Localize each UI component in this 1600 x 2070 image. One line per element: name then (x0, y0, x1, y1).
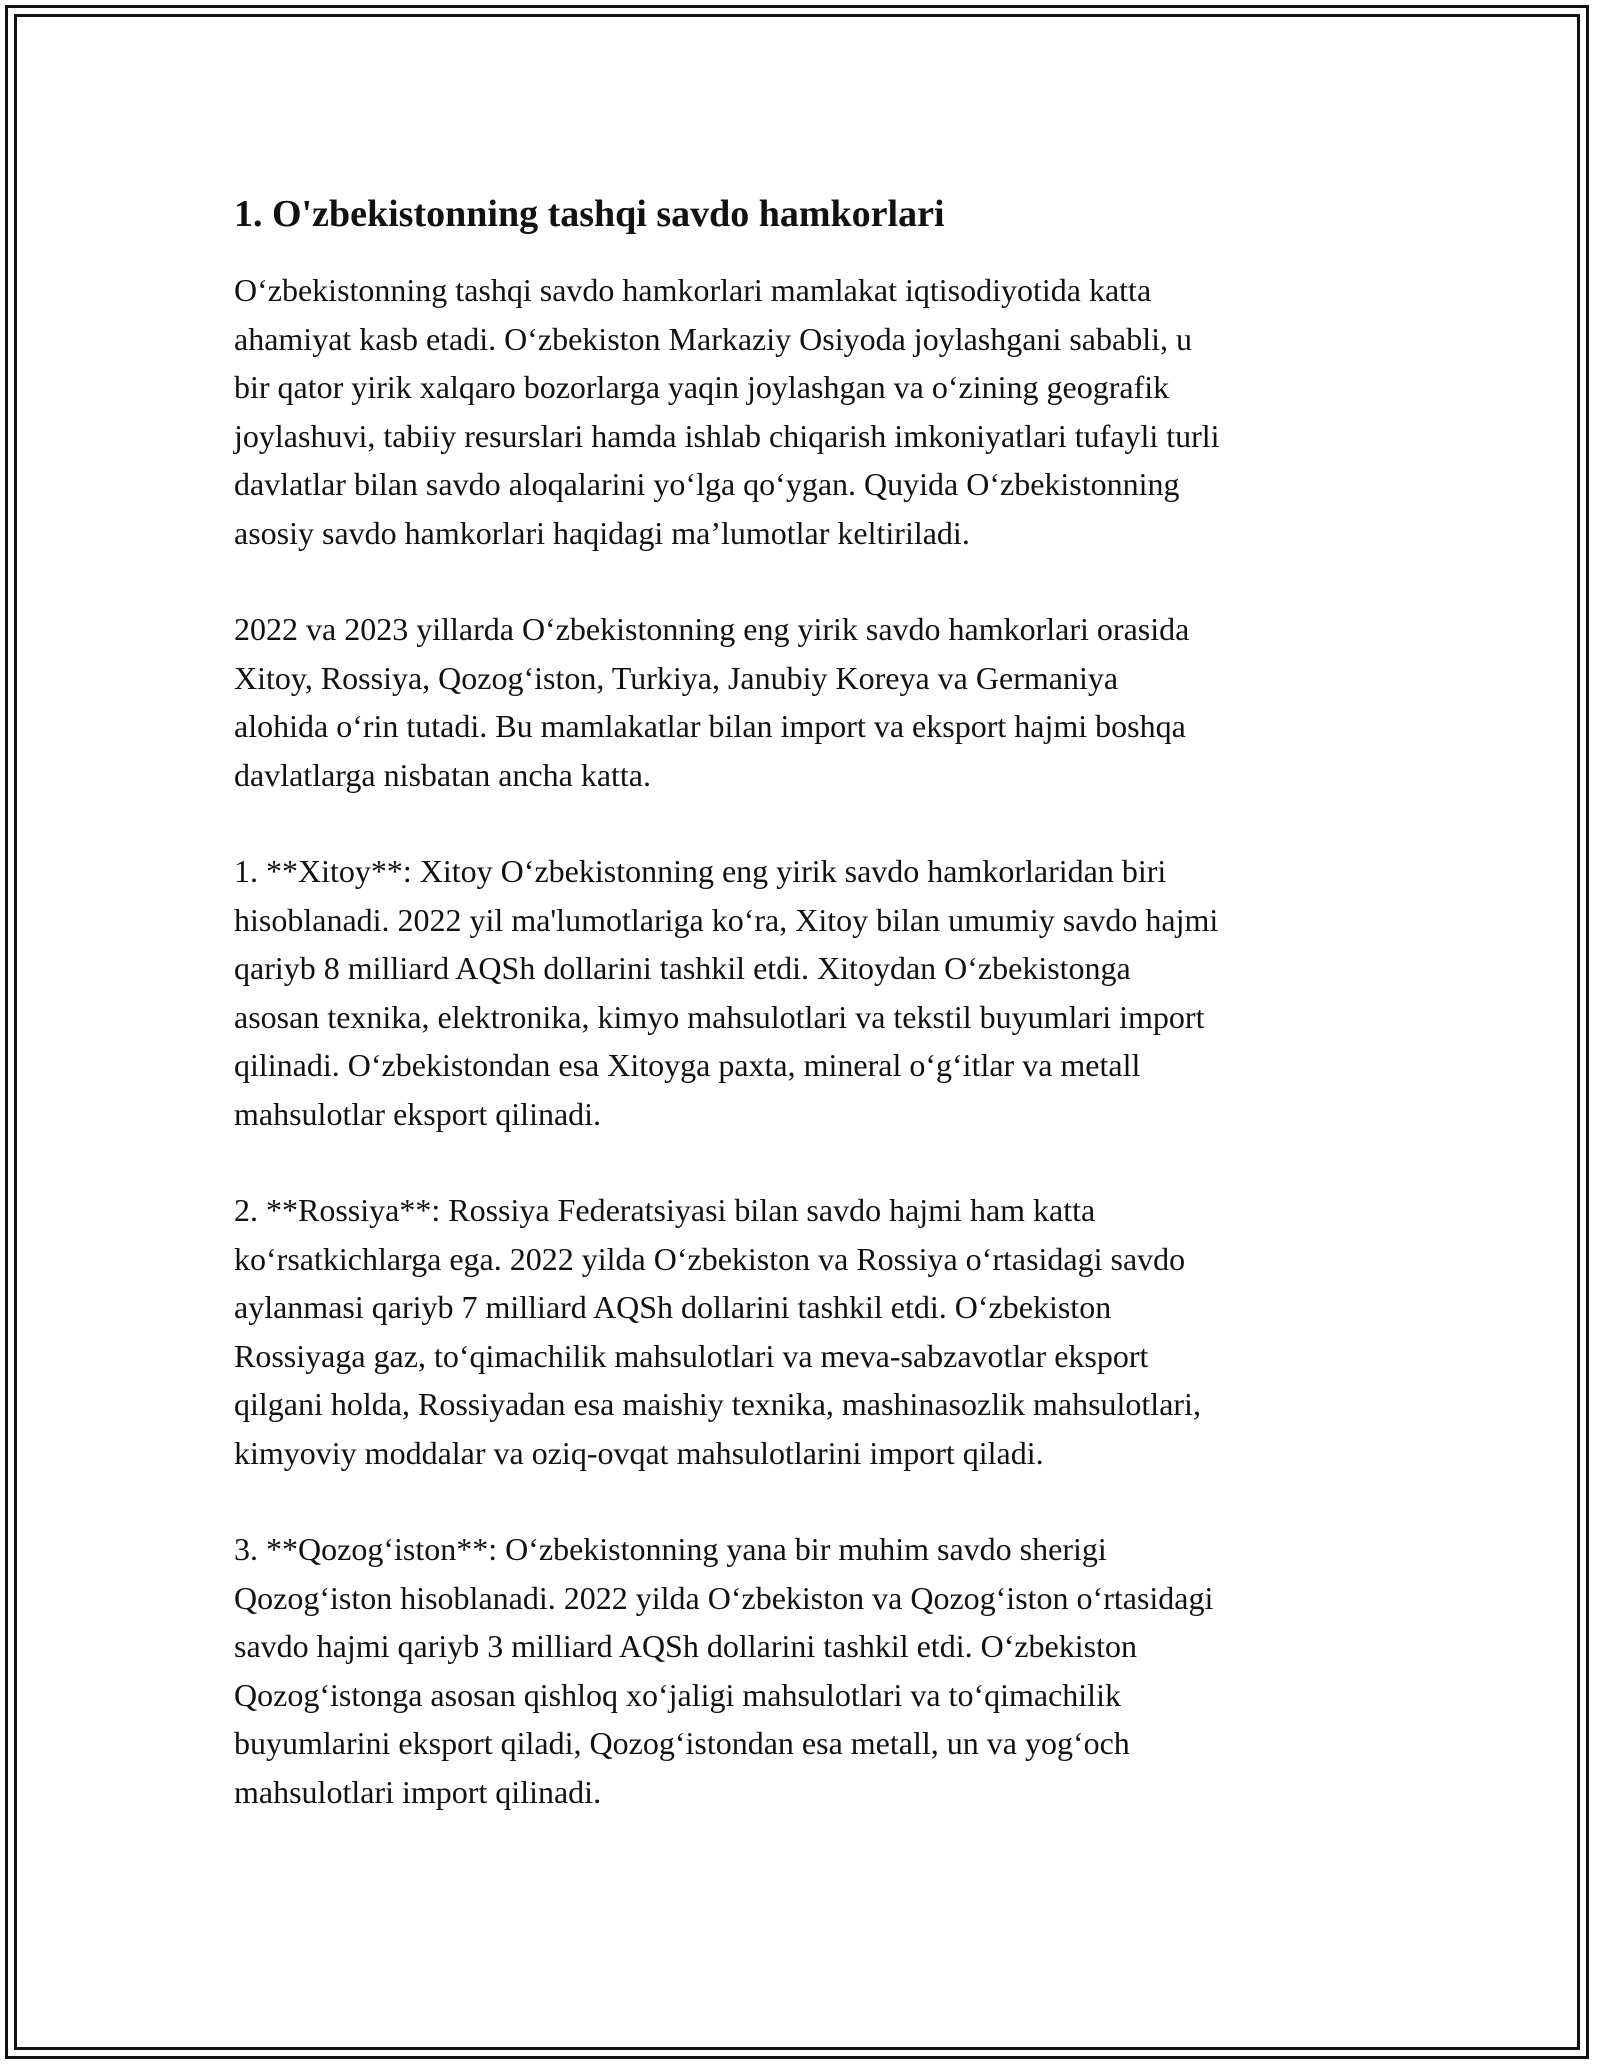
text-line: aylanmasi qariyb 7 milliard AQSh dollarini tashkil etdi. O‘zbekiston (234, 1289, 1112, 1325)
text-line: Qozog‘iston hisoblanadi. 2022 yilda O‘zbekiston va Qozog‘iston o‘rtasidagi (234, 1579, 1214, 1616)
text-line: alohida o‘rin tutadi. Bu mamlakatlar bilan import va eksport hajmi boshqa (234, 708, 1186, 744)
text-line: qilgani holda, Rossiyadan esa maishiy texnika, mashinasozlik mahsulotlari, (234, 1386, 1201, 1422)
text-line: asosiy savdo hamkorlari haqidagi ma’lumotlar keltiriladi. (234, 514, 970, 551)
text-line: mahsulotlar eksport qilinadi. (234, 1095, 602, 1132)
text-line: buyumlarini eksport qiladi, Qozog‘istondan esa metall, un va yog‘och (234, 1725, 1130, 1761)
paragraph-china (234, 847, 1374, 1138)
text-line: Rossiyaga gaz, to‘qimachilik mahsulotlari va meva-sabzavotlar eksport (234, 1337, 1149, 1374)
text-line: ahamiyat kasb etadi. O‘zbekiston Markaziy Osiyoda joylashgani sababli, u (234, 320, 1192, 357)
text-line: O‘zbekistonning tashqi savdo hamkorlari mamlakat iqtisodiyotida katta (234, 272, 1152, 308)
text-line: hisoblanadi. 2022 yil ma'lumotlariga ko‘ra, Xitoy bilan umumiy savdo hajmi (234, 901, 1219, 938)
text-line: kimyoviy moddalar va oziq-ovqat mahsulotlarini import qiladi. (234, 1434, 1044, 1471)
text-line: qariyb 8 milliard AQSh dollarini tashkil etdi. Xitoydan O‘zbekistonga (234, 950, 1131, 986)
paragraph-partners-overview (234, 605, 1374, 799)
text-line: 2022 va 2023 yillarda O‘zbekistonning eng yirik savdo hamkorlari orasida (234, 611, 1190, 647)
text-line: mahsulotlari import qilinadi. (234, 1773, 602, 1810)
text-line: bir qator yirik xalqaro bozorlarga yaqin joylashgan va o‘zining geografik (234, 369, 1170, 405)
text-line: Xitoy, Rossiya, Qozog‘iston, Turkiya, Janubiy Koreya va Germaniya (234, 659, 1119, 696)
text-line: joylashuvi, tabiiy resurslari hamda ishlab chiqarish imkoniyatlari tufayli turli (234, 417, 1220, 454)
text-line: 1. **Xitoy**: Xitoy O‘zbekistonning eng yirik savdo hamkorlaridan biri (234, 853, 1167, 889)
document-page (234, 188, 1374, 1864)
text-line: 3. **Qozog‘iston**: O‘zbekistonning yana bir muhim savdo sherigi (234, 1531, 1107, 1567)
text-line: ko‘rsatkichlarga ega. 2022 yilda O‘zbekiston va Rossiya o‘rtasidagi savdo (234, 1240, 1186, 1277)
text-line: asosan texnika, elektronika, kimyo mahsulotlari va tekstil buyumlari import (234, 998, 1205, 1035)
text-line: savdo hajmi qariyb 3 milliard AQSh dollarini tashkil etdi. O‘zbekiston (234, 1628, 1137, 1664)
text-line: davlatlar bilan savdo aloqalarini yo‘lga qo‘ygan. Quyida O‘zbekistonning (234, 466, 1180, 502)
text-line: Qozog‘istonga asosan qishloq xo‘jaligi mahsulotlari va to‘qimachilik (234, 1676, 1121, 1713)
paragraph-intro (234, 266, 1374, 557)
paragraph-russia (234, 1186, 1374, 1477)
text-line: davlatlarga nisbatan ancha katta. (234, 756, 651, 793)
text-line: 2. **Rossiya**: Rossiya Federatsiyasi bilan savdo hajmi ham katta (234, 1192, 1096, 1228)
text-line: qilinadi. O‘zbekistondan esa Xitoyga paxta, mineral o‘g‘itlar va metall (234, 1047, 1141, 1083)
paragraph-kazakhstan (234, 1525, 1374, 1816)
section-heading: 1. O'zbekistonning tashqi savdo hamkorlari (234, 193, 945, 235)
